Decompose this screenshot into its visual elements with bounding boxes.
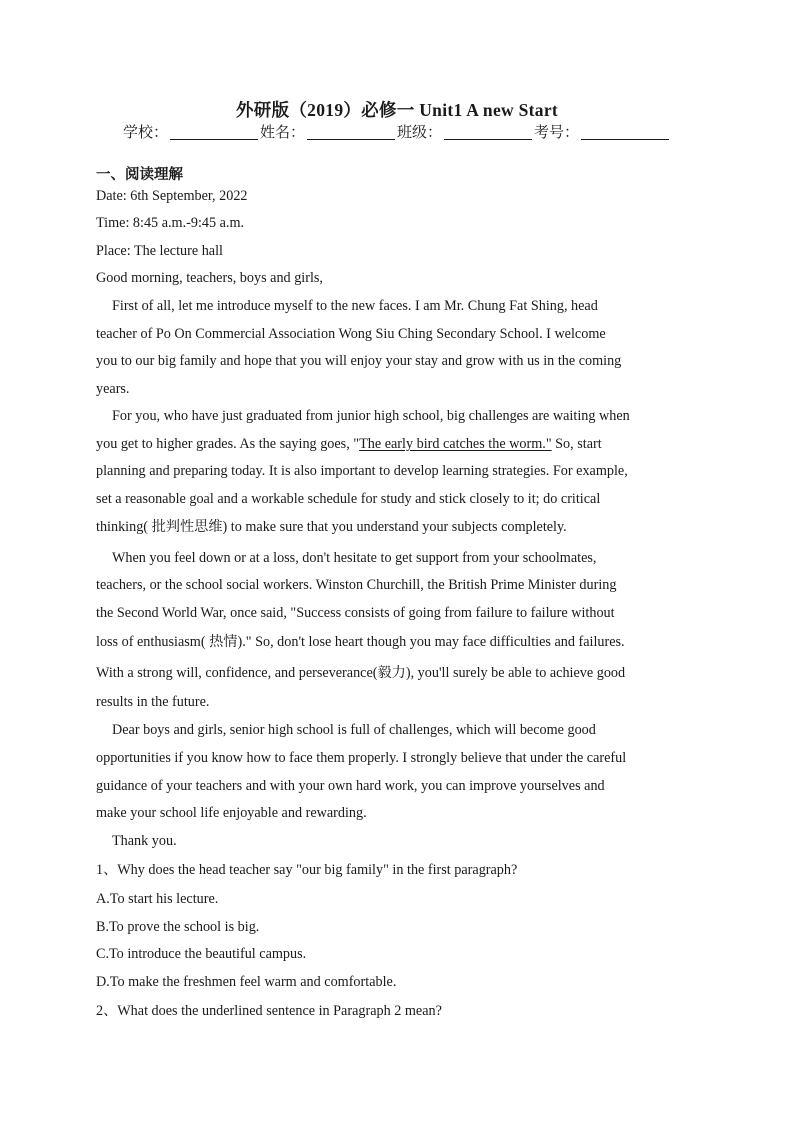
date-line: Date: 6th September, 2022: [96, 188, 248, 204]
name-blank: [307, 124, 395, 140]
paragraph-3-line: With a strong will, confidence, and perseverance(毅力), you'll surely be able to achieve good: [96, 665, 626, 681]
section-heading: 一、阅读理解: [96, 167, 183, 183]
document-title: 外研版（2019）必修一 Unit1 A new Start: [235, 100, 559, 120]
paragraph-2-text: you get to higher grades. As the saying goes, ": [96, 436, 360, 452]
question-1-option-c: C.To introduce the beautiful campus.: [96, 946, 307, 962]
paragraph-3-line: the Second World War, once said, "Success consists of going from failure to failure without: [96, 605, 615, 621]
paragraph-1-line: teacher of Po On Commercial Association Wong Siu Ching Secondary School. I welcome: [96, 326, 606, 342]
paragraph-2-text: So, start: [551, 436, 602, 452]
paragraph-2-line: thinking( 批判性思维) to make sure that you understand your subjects completely.: [96, 519, 567, 535]
place-line: Place: The lecture hall: [96, 243, 223, 259]
question-1-option-b: B.To prove the school is big.: [96, 919, 260, 935]
paragraph-3-line: loss of enthusiasm( 热情)." So, don't lose heart though you may face difficulties and failures.: [96, 634, 625, 650]
class-blank: [444, 124, 532, 140]
paragraph-3-line: When you feel down or at a loss, don't hesitate to get support from your schoolmates,: [112, 550, 597, 566]
student-info-row: [0, 121, 794, 142]
closing-line: Thank you.: [112, 833, 177, 849]
paragraph-3-line: results in the future.: [96, 694, 210, 710]
school-blank: [170, 124, 258, 140]
paragraph-1-line: you to our big family and hope that you will enjoy your stay and grow with us in the coming: [96, 353, 622, 369]
question-2-stem: 2、What does the underlined sentence in Paragraph 2 mean?: [96, 1003, 442, 1019]
paragraph-2-line: [96, 434, 696, 454]
paragraph-1-line: years.: [96, 381, 130, 397]
paragraph-2-line: planning and preparing today. It is also important to develop learning strategies. For example,: [96, 463, 628, 479]
time-line: Time: 8:45 a.m.-9:45 a.m.: [96, 215, 245, 231]
question-1-option-d: D.To make the freshmen feel warm and comfortable.: [96, 974, 397, 990]
exam-number-label: 考号：: [534, 125, 580, 141]
greeting-line: Good morning, teachers, boys and girls,: [96, 270, 323, 286]
class-label: 班级：: [397, 125, 443, 141]
school-label: 学校：: [122, 125, 168, 141]
paragraph-4-line: Dear boys and girls, senior high school is full of challenges, which will become good: [112, 722, 596, 738]
paragraph-4-line: guidance of your teachers and with your own hard work, you can improve yourselves and: [96, 778, 605, 794]
question-1-stem: 1、Why does the head teacher say "our big family" in the first paragraph?: [96, 862, 518, 878]
paragraph-3-line: teachers, or the school social workers. Winston Churchill, the British Prime Minister during: [96, 577, 617, 593]
name-label: 姓名：: [259, 125, 305, 141]
question-1-option-a: A.To start his lecture.: [96, 891, 219, 907]
paragraph-4-line: opportunities if you know how to face them properly. I strongly believe that under the careful: [96, 750, 627, 766]
paragraph-2-line: set a reasonable goal and a workable schedule for study and stick closely to it; do critical: [96, 491, 601, 507]
paragraph-1-line: First of all, let me introduce myself to the new faces. I am Mr. Chung Fat Shing, head: [112, 298, 598, 314]
paragraph-2-line: For you, who have just graduated from junior high school, big challenges are waiting when: [112, 408, 630, 424]
underlined-sentence: The early bird catches the worm.": [359, 436, 552, 452]
paragraph-4-line: make your school life enjoyable and rewarding.: [96, 805, 367, 821]
exam-number-blank: [581, 124, 669, 140]
